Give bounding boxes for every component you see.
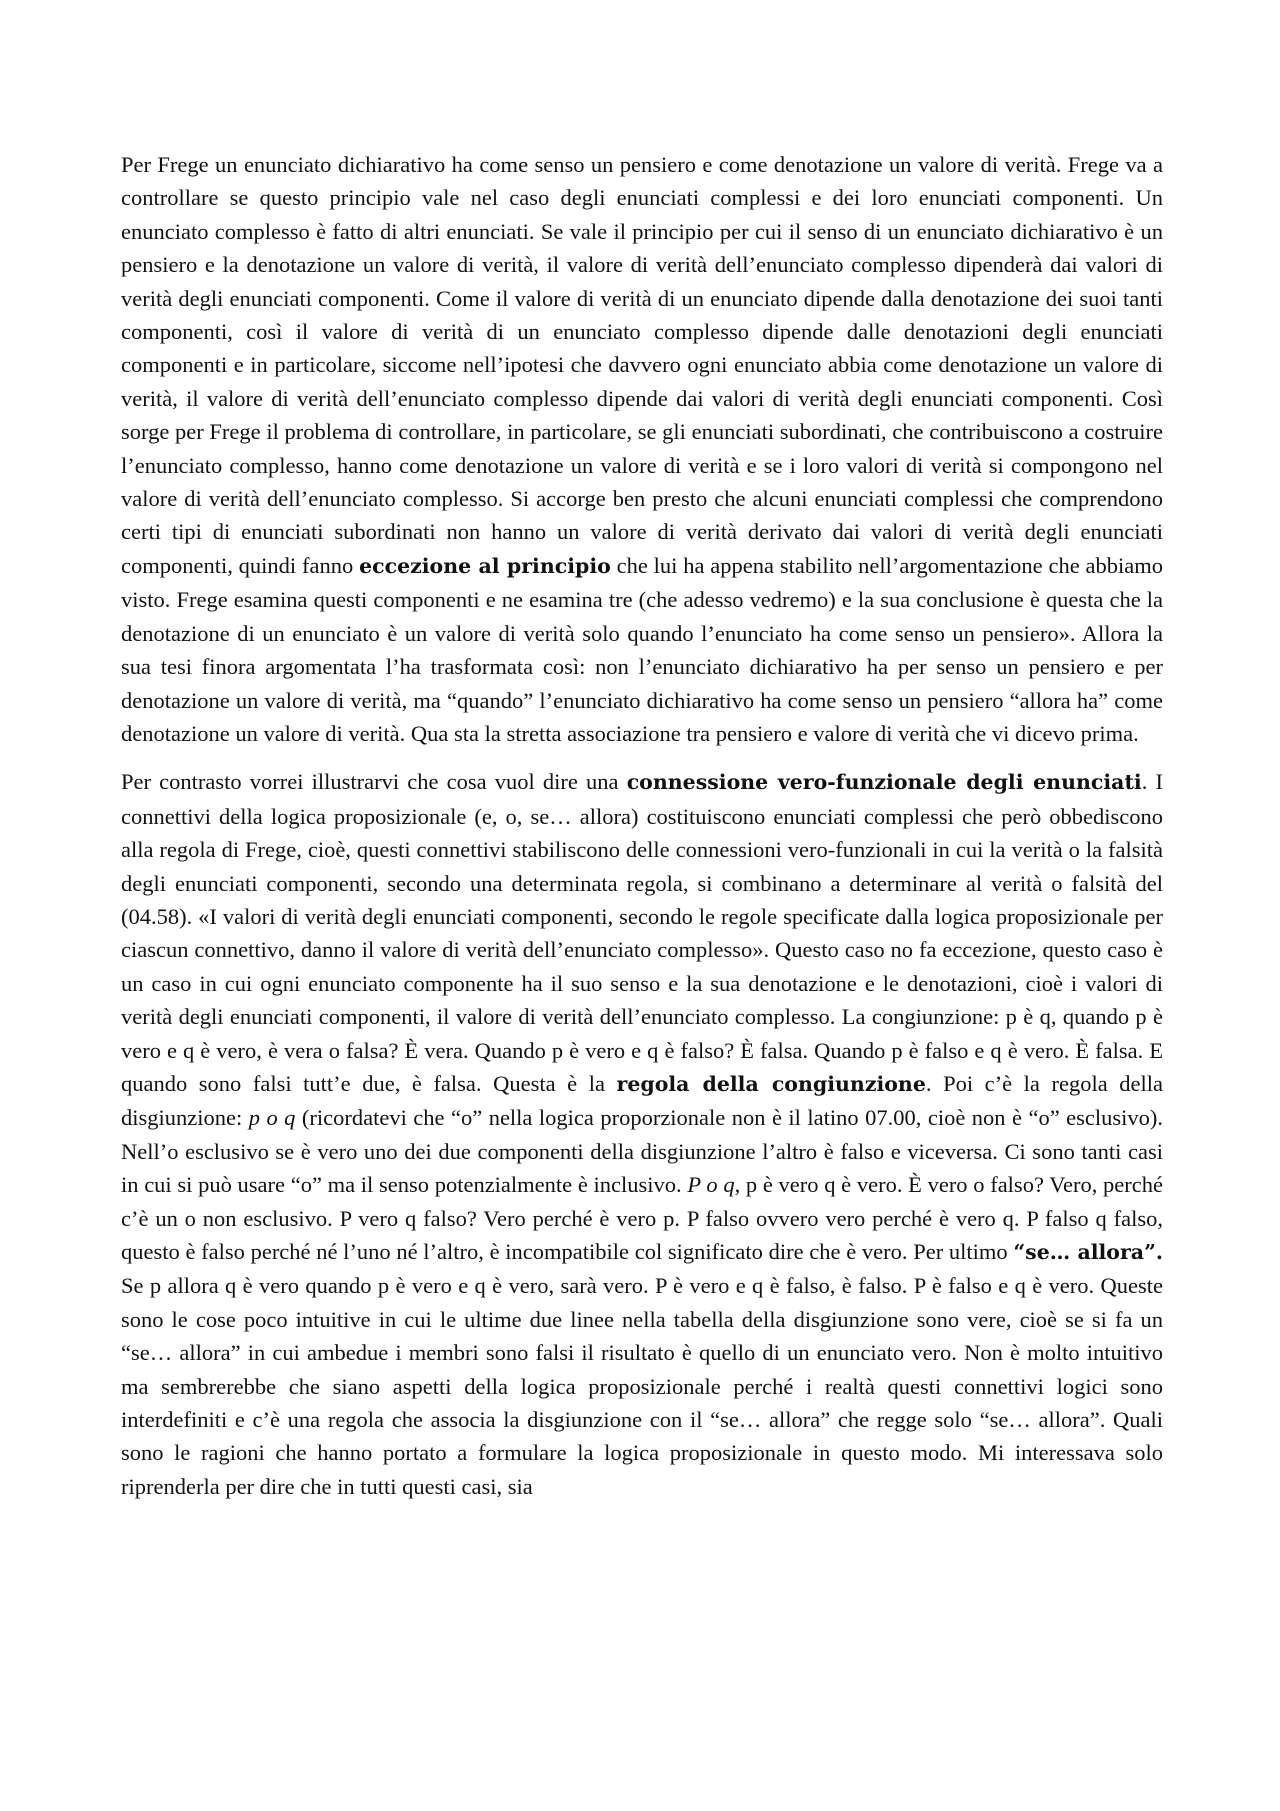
- text-run: , p è vero q è vero. È vero o falso? Vero, perché c’è un o non esclusivo. P vero q falso? Vero perché è vero p. P falso ovvero vero perché è vero q. P falso q falso, questo è falso perché né l’uno né l’altro, è incompatibile col significato dire che è vero. Per ultimo: [121, 1172, 1163, 1264]
- text-run: Per contrasto vorrei illustrarvi che cosa vuol dire una: [121, 769, 627, 795]
- bold-term-connessione: connessione vero-funzionale degli enunciati: [626, 770, 1142, 795]
- document-page: [121, 148, 1163, 1503]
- italic-formula-P-o-q: P o q: [687, 1172, 735, 1198]
- paragraph-frege-denotation: [121, 148, 1163, 750]
- text-run: Se p allora q è vero quando p è vero e q è vero, sarà vero. P è vero e q è falso, è falso. P è falso e q è vero. Queste sono le cose poco intuitive in cui le ultime due linee nella tabella della disgiunzione sono vere, cioè se si fa un “se… allora” in cui ambedue i membri sono falsi il risultato è quello di un enunciato vero. Non è molto intuitivo ma sembrerebbe che siano aspetti della logica proposizionale perché i realtà questi connettivi logici sono interdefiniti e c’è una regola che associa la disgiunzione con il “se… allora” che regge solo “se… allora”. Quali sono le ragioni che hanno portato a formulare la logica proposizionale in questo modo. Mi interessava solo riprenderla per dire che in tutti questi casi, sia: [121, 1273, 1163, 1499]
- bold-term-se-allora: “se… allora”.: [1013, 1240, 1163, 1264]
- text-run: Per Frege un enunciato dichiarativo ha come senso un pensiero e come denotazione un valore di verità. Frege va a controllare se questo principio vale nel caso degli enunciati complessi e dei loro enunciati componenti. Un enunciato complesso è fatto di altri enunciati. Se vale il principio per cui il senso di un enunciato dichiarativo è un pensiero e la denotazione un valore di verità, il valore di verità dell’enunciato complesso dipenderà dai valori di verità degli enunciati componenti. Come il valore di verità di un enunciato dipende dalla denotazione dei suoi tanti componenti, così il valore di verità di un enunciato complesso dipende dalle denotazioni degli enunciati componenti e in particolare, siccome nell’ipotesi che davvero ogni enunciato abbia come denotazione un valore di verità, il valore di verità dell’enunciato complesso dipende dai valori di verità degli enunciati componenti. Così sorge per Frege il problema di controllare, in particolare, se gli enunciati subordinati, che contribuiscono a costruire l’enunciato complesso, hanno come denotazione un valore di verità e se i loro valori di verità si compongono nel valore di verità dell’enunciato complesso. Si accorge ben presto che alcuni enunciati complessi che comprendono certi tipi di enunciati subordinati non hanno un valore di verità derivato dai valori di verità degli enunciati componenti, quindi fanno: [121, 152, 1163, 578]
- bold-term-eccezione: eccezione al principio: [359, 553, 611, 578]
- text-run: . I connettivi della logica proposizionale (e, o, se… allora) costituiscono enunciati complessi che però obbediscono alla regola di Frege, cioè, questi connettivi stabiliscono delle connessioni vero-funzionali in cui la verità o la falsità degli enunciati componenti, secondo una determinata regola, si combinano a determinare al verità o falsità del (04.58). «I valori di verità degli enunciati componenti, secondo le regole specificate dalla logica proposizionale per ciascun connettivo, danno il valore di verità dell’enunciato complesso». Questo caso no fa eccezione, questo caso è un caso in cui ogni enunciato componente ha il suo senso e la sua denotazione e le denotazioni, cioè i valori di verità degli enunciati componenti, il valore di verità dell’enunciato complesso. La congiunzione: p è q, quando p è vero e q è vero, è vera o falsa? È vera. Quando p è vero e q è falso? È falsa. Quando p è falso e q è vero. È falsa. E quando sono falsi tutt’e due, è falsa. Questa è la: [121, 769, 1163, 1096]
- text-run: . Poi c’è la regola della disgiunzione:: [121, 1070, 1163, 1131]
- paragraph-vero-funzionale: [121, 765, 1163, 1503]
- bold-term-congiunzione: regola della congiunzione: [616, 1071, 926, 1096]
- italic-formula-p-o-q: p o q: [248, 1105, 296, 1131]
- text-run: (ricordatevi che “o” nella logica proporzionale non è il latino 07.00, cioè non è “o” esclusivo). Nell’o esclusivo se è vero uno dei due componenti della disgiunzione l’altro è falso e viceversa. Ci sono tanti casi in cui si può usare “o” ma il senso potenzialmente è inclusivo.: [121, 1105, 1164, 1198]
- text-run: che lui ha appena stabilito nell’argomentazione che abbiamo visto. Frege esamina questi componenti e ne esamina tre (che adesso vedremo) e la sua conclusione è questa che la denotazione di un enunciato è un valore di verità solo quando l’enunciato ha come senso un pensiero». Allora la sua tesi finora argomentata l’ha trasformata così: non l’enunciato dichiarativo ha per senso un pensiero e per denotazione un valore di verità, ma “quando” l’enunciato dichiarativo ha come senso un pensiero “allora ha” come denotazione un valore di verità. Qua sta la stretta associazione tra pensiero e valore di verità che vi dicevo prima.: [121, 552, 1163, 746]
